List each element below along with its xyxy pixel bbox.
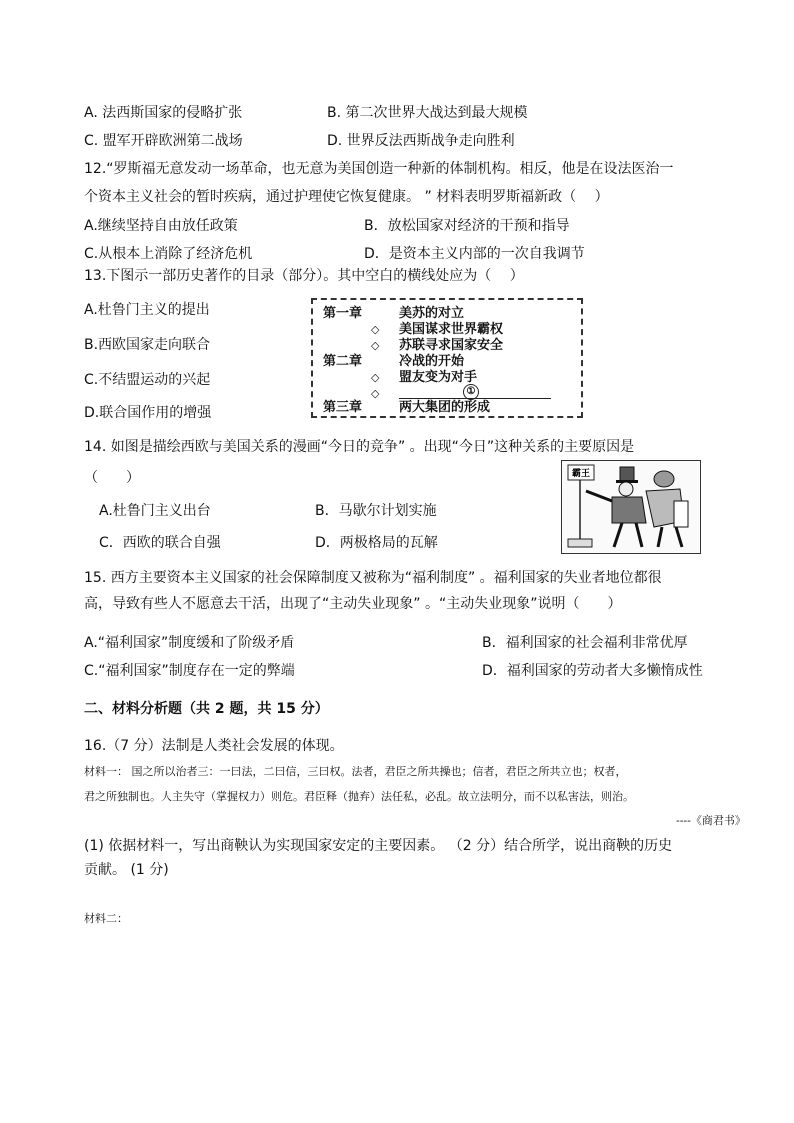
q11-option-b: B. 第二次世界大战达到最大规模: [327, 105, 528, 121]
q14-option-a: A.杜鲁门主义出台: [99, 503, 211, 519]
q11-option-d: D. 世界反法西斯战争走向胜利: [327, 133, 515, 149]
q14-option-b: B．马歇尔计划实施: [315, 503, 437, 519]
table-of-contents-figure: [311, 298, 583, 418]
toc-chapter-1-title: 美苏的对立: [399, 306, 465, 321]
toc-chapter-2-label: 第二章: [323, 354, 363, 369]
q13-option-c: C.不结盟运动的兴起: [84, 372, 211, 388]
toc-diamond-icon: ◇: [371, 339, 380, 352]
cartoon-sign-text: 霸王: [571, 469, 591, 479]
q11-option-a: A. 法西斯国家的侵略扩张: [84, 105, 243, 121]
q14-paren: （ ）: [84, 470, 140, 486]
toc-chapter-3-label: 第三章: [323, 400, 363, 415]
cartoon-image: [561, 460, 701, 554]
q16-subquestion-line1: (1) 依据材料一，写出商鞅认为实现国家安定的主要因素。 （2 分）结合所学，说出商鞅的历史: [84, 838, 673, 854]
q14-stem: 14. 如图是描绘西欧与美国关系的漫画“今日的竞争” 。出现“今日”这种关系的主要原因是: [84, 439, 635, 455]
material-2-label: 材料二：: [84, 912, 128, 925]
q13-stem: 13.下图示一部历史著作的目录（部分）。其中空白的横线处应为（ ）: [84, 268, 524, 284]
material-1-line1: 材料一： 国之所以治者三：一曰法，二曰信，三曰权。法者，君臣之所共操也；信者，君臣之所共立也；权者，: [84, 765, 627, 778]
q12-option-a: A.继续坚持自由放任政策: [84, 218, 238, 234]
section-2-title: 二、材料分析题（共 2 题，共 15 分）: [84, 701, 329, 717]
q13-option-a: A.杜鲁门主义的提出: [84, 302, 210, 318]
q16-subquestion-line2: 贡献。 (1 分): [84, 862, 169, 878]
toc-item-1: 美国谋求世界霸权: [399, 322, 504, 337]
toc-chapter-3-title: 两大集团的形成: [399, 400, 491, 415]
toc-item-3: 盟友变为对手: [399, 370, 478, 385]
toc-diamond-icon: ◇: [371, 371, 380, 384]
material-1-source: ----《商君书》: [676, 814, 746, 827]
q15-option-a: A.“福利国家”制度缓和了阶级矛盾: [84, 635, 295, 651]
q15-stem-line1: 15. 西方主要资本主义国家的社会保障制度又被称为“福利制度” 。福利国家的失业者地位都很: [84, 570, 662, 586]
q16-stem: 16.（7 分）法制是人类社会发展的体现。: [84, 738, 344, 754]
toc-blank-marker: ①: [463, 384, 479, 400]
toc-blank-line: [399, 398, 551, 399]
cartoon-illustration: [562, 461, 699, 552]
toc-diamond-icon: ◇: [371, 387, 380, 400]
q15-stem-line2: 高，导致有些人不愿意去干活，出现了“主动失业现象” 。“主动失业现象”说明（ ）: [84, 596, 622, 612]
q15-option-c: C.“福利国家”制度存在一定的弊端: [84, 663, 295, 679]
toc-chapter-2-title: 冷战的开始: [399, 354, 465, 369]
q14-option-d: D．两极格局的瓦解: [315, 535, 438, 551]
toc-diamond-icon: ◇: [371, 323, 380, 336]
material-1-line2: 君之所独制也。人主失守（掌握权力）则危。君臣释（抛弃）法任私，必乱。故立法明分，而不以私害法，则治。: [84, 790, 634, 803]
q12-option-d: D．是资本主义内部的一次自我调节: [364, 246, 585, 262]
toc-item-2: 苏联寻求国家安全: [399, 338, 504, 353]
q12-stem-line2: 个资本主义社会的暂时疾病，通过护理使它恢复健康。 ” 材料表明罗斯福新政（ ）: [84, 189, 609, 205]
q13-option-b: B.西欧国家走向联合: [84, 337, 211, 353]
q14-option-c: C．西欧的联合自强: [99, 535, 221, 551]
q12-stem-line1: 12.“罗斯福无意发动一场革命，也无意为美国创造一种新的体制机构。相反，他是在设法医治一: [84, 161, 674, 177]
q12-option-b: B．放松国家对经济的干预和指导: [364, 218, 570, 234]
q15-option-d: D．福利国家的劳动者大多懒惰成性: [482, 663, 703, 679]
q15-option-b: B．福利国家的社会福利非常优厚: [482, 635, 688, 651]
toc-chapter-1-label: 第一章: [323, 306, 363, 321]
q13-option-d: D.联合国作用的增强: [84, 405, 212, 421]
q12-option-c: C.从根本上消除了经济危机: [84, 246, 253, 262]
q11-option-c: C. 盟军开辟欧洲第二战场: [84, 133, 243, 149]
